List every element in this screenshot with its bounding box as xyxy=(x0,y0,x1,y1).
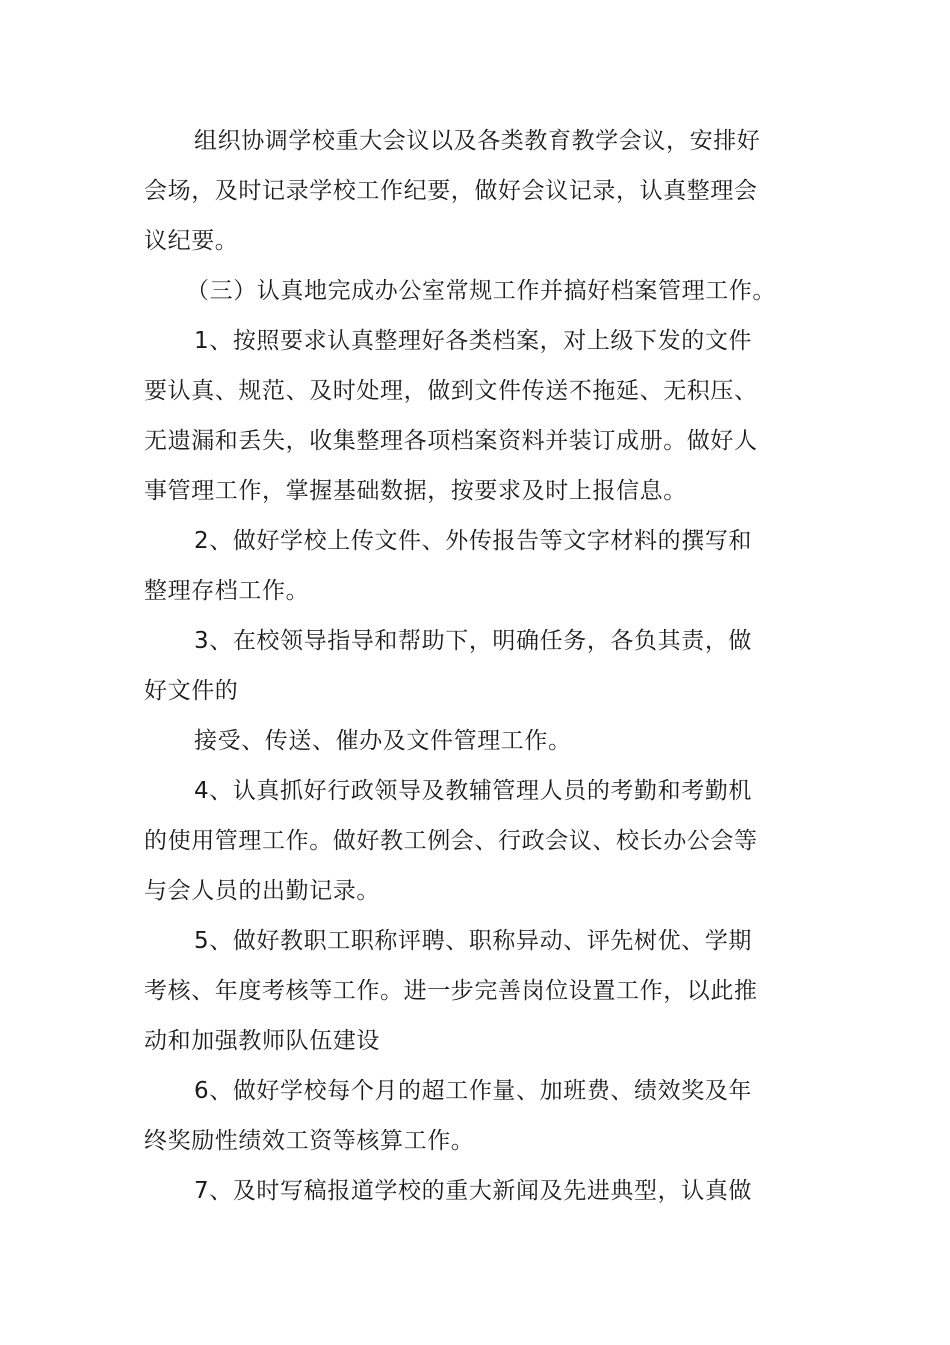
text-line: 接受、传送、催办及文件管理工作。 xyxy=(194,728,572,754)
text-line: 要认真、规范、及时处理，做到文件传送不拖延、无积压、 xyxy=(144,378,758,404)
text-line: 终奖励性绩效工资等核算工作。 xyxy=(144,1128,475,1154)
text-line: 好文件的 xyxy=(144,678,239,704)
text-line: 的使用管理工作。做好教工例会、行政会议、校长办公会等 xyxy=(144,828,758,854)
text-line: 会场，及时记录学校工作纪要，做好会议记录，认真整理会 xyxy=(144,178,758,204)
text-line: 1、按照要求认真整理好各类档案，对上级下发的文件 xyxy=(194,328,753,354)
text-line: 6、做好学校每个月的超工作量、加班费、绩效奖及年 xyxy=(194,1078,753,1104)
text-line: 整理存档工作。 xyxy=(144,578,310,604)
text-line: 与会人员的出勤记录。 xyxy=(144,878,380,904)
text-line: 7、及时写稿报道学校的重大新闻及先进典型，认真做 xyxy=(194,1178,753,1204)
text-line: 2、做好学校上传文件、外传报告等文字材料的撰写和 xyxy=(194,528,753,554)
text-line: 5、做好教职工职称评聘、职称异动、评先树优、学期 xyxy=(194,928,753,954)
text-line: 4、认真抓好行政领导及教辅管理人员的考勤和考勤机 xyxy=(194,778,753,804)
text-line: 考核、年度考核等工作。进一步完善岗位设置工作，以此推 xyxy=(144,978,758,1004)
text-line: 动和加强教师队伍建设 xyxy=(144,1028,380,1054)
text-line: 3、在校领导指导和帮助下，明确任务，各负其责，做 xyxy=(194,628,753,654)
text-line: 组织协调学校重大会议以及各类教育教学会议，安排好 xyxy=(194,128,761,154)
text-line: 无遗漏和丢失，收集整理各项档案资料并装订成册。做好人 xyxy=(144,428,758,454)
text-line: （三）认真地完成办公室常规工作并搞好档案管理工作。 xyxy=(186,278,776,304)
text-line: 议纪要。 xyxy=(144,228,239,254)
text-line: 事管理工作，掌握基础数据，按要求及时上报信息。 xyxy=(144,478,687,504)
